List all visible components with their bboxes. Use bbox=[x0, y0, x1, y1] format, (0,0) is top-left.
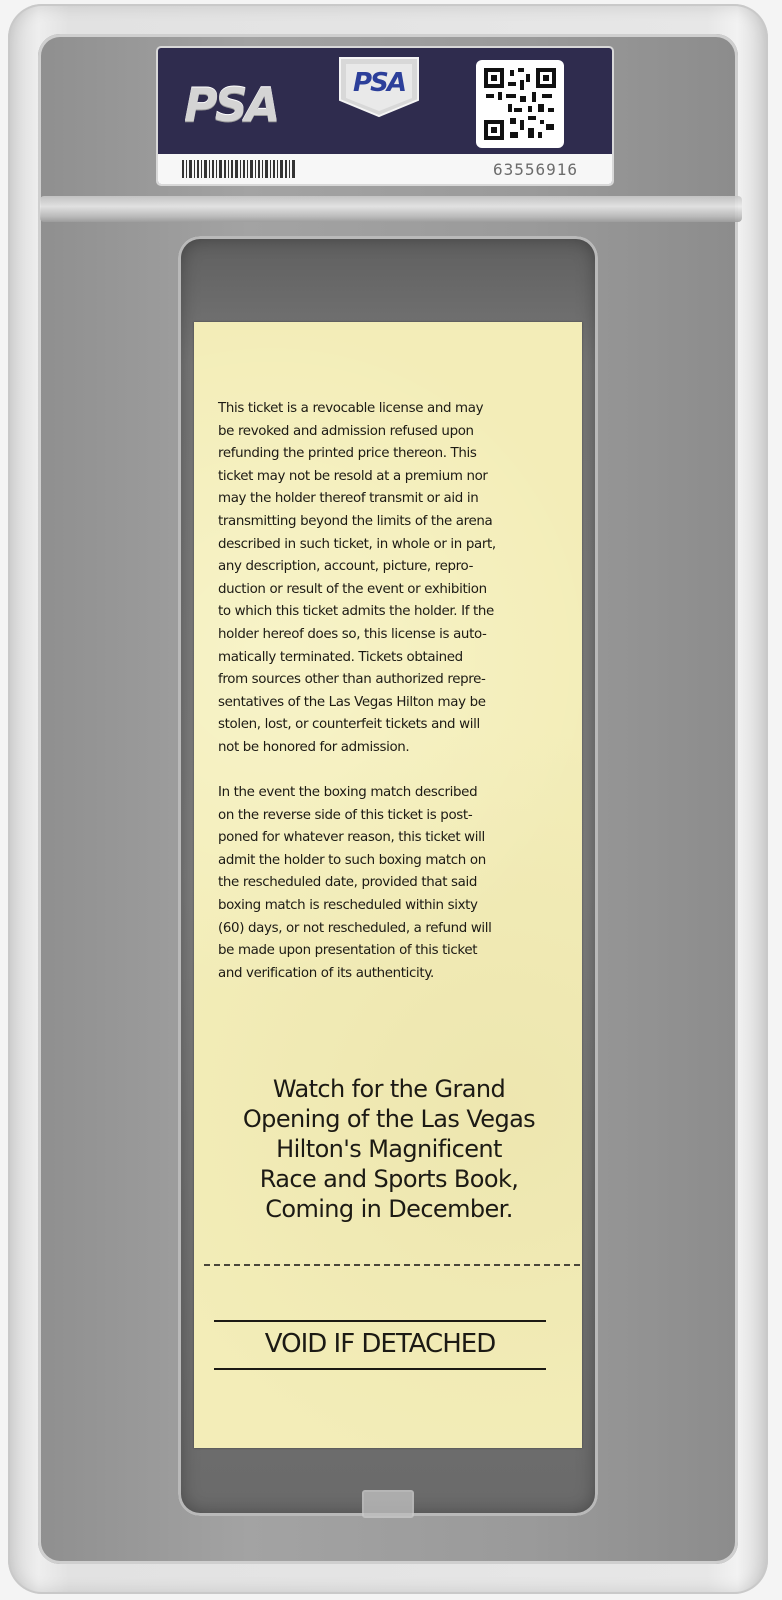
slab-divider-ridge bbox=[40, 196, 742, 222]
cert-number: 63556916 bbox=[492, 160, 578, 179]
psa-badge-text: PSA bbox=[353, 68, 405, 98]
barcode-icon bbox=[182, 160, 302, 178]
slab-bottom-clip bbox=[362, 1490, 414, 1518]
ticket-legal-paragraph-2: In the event the boxing match described on the reverse side of this ticket is post- poned for whatever reason, this ticket will admit the holder to such boxing match on the rescheduled date, provided that said boxing match is rescheduled within sixty (60) days, or not rescheduled, a refund will be made upon presentation of this ticket and verification of its authenticity. bbox=[218, 785, 492, 981]
ticket-legal-paragraph-1: This ticket is a revocable license and may be revoked and admission refused upon refunding the printed price thereon. This ticket may not be resold at a premium nor may the holder thereof transmit or aid in transmitting beyond the limits of the arena described in such ticket, in whole or in part, any description, account, picture, repro- duction or result of the event or exhibition to which this ticket admits the holder. If the holder hereof does so, this license is auto- matically terminated. Tickets obtained from sources other than authorized repre- sentatives of the Las Vegas Hilton may be stolen, lost, or counterfeit tickets and will not be honored for admission. bbox=[218, 401, 496, 755]
ticket-promo-text: Watch for the Grand Opening of the Las Vegas Hilton's Magnificent Race and Sports Book, Coming in December. bbox=[242, 1075, 536, 1223]
psa-wordmark-logo: PSA bbox=[184, 78, 278, 132]
qr-code-icon bbox=[476, 60, 564, 148]
psa-label bbox=[158, 48, 612, 184]
label-barcode-strip bbox=[158, 154, 612, 184]
perforation-line bbox=[204, 1264, 580, 1266]
void-rule-bottom bbox=[214, 1368, 546, 1370]
psa-badge-icon bbox=[336, 54, 422, 118]
void-if-detached-notice: VOID IF DETACHED bbox=[264, 1329, 496, 1359]
void-rule-top bbox=[214, 1320, 546, 1322]
